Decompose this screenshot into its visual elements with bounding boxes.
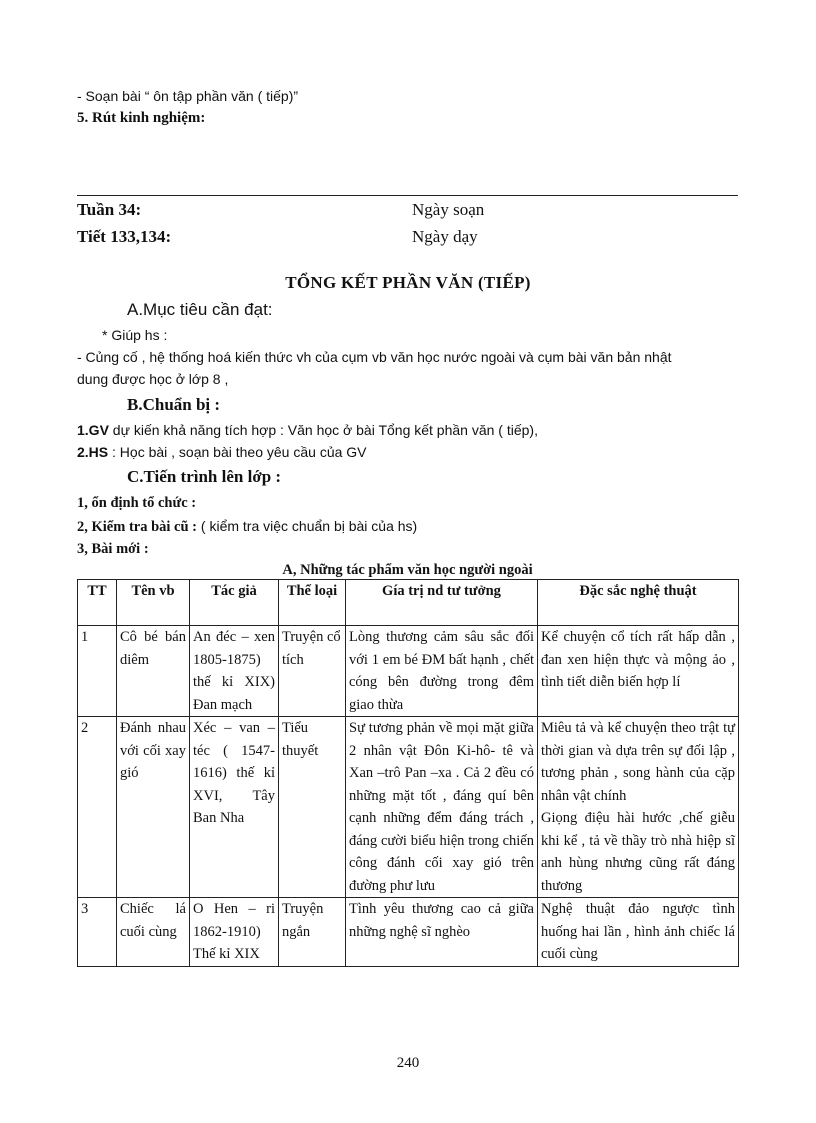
row-tt: 3 [78,898,117,967]
row-name: Đánh nhau với cối xay gió [117,717,190,898]
gv-label: 1.GV [77,422,109,438]
section-b-gv [77,420,538,440]
experience-heading: 5. Rút kinh nghiệm: [77,110,206,126]
section-a-body-1: - Củng cố , hệ thống hoá kiến thức vh của cụm vb văn học nước ngoài và cụm bài văn bản nhật [77,349,672,365]
hs-label: 2.HS [77,444,109,460]
section-a-help: * Giúp hs : [102,327,168,343]
row-art-part-1: Miêu tả và kể chuyện theo trật tự thời gian và dựa trên sự đối lập , tương phản , song hành của cặp nhân vật chính [541,720,735,804]
row-author: An đéc – xen 1805-1875) thế kỉ XIX) Đan mạch [190,626,279,717]
gv-text: dự kiến khả năng tích hợp : Văn học ở bài Tổng kết phần văn ( tiếp), [108,422,538,438]
header-genre: Thể loại [279,580,346,626]
row-tt: 2 [78,717,117,898]
section-b-hs [77,442,367,462]
teach-date-label: Ngày dạy [412,227,478,246]
header-content: Gía trị nd tư tưởng [346,580,538,626]
section-a-body-2: dung được học ở lớp 8 , [77,371,229,387]
row-art [538,717,739,898]
table-header-row [78,580,739,626]
row-tt: 1 [78,626,117,717]
row-art: Nghệ thuật đảo ngược tình huống hai lần , hình ảnh chiếc lá cuối cùng [538,898,739,967]
table-row [78,717,739,898]
section-b-heading: B.Chuẩn bị : [127,395,221,414]
row-genre: Truyện cổ tích [279,626,346,717]
header-author: Tác giả [190,580,279,626]
row-content: Lòng thương cảm sâu sắc đối với 1 em bé ĐM bất hạnh , chết cóng bên đường trong đêm giao thừa [346,626,538,717]
row-art: Kể chuyện cổ tích rất hấp dẫn , đan xen hiện thực và mộng ảo , tình tiết diễn biến hợp lí [538,626,739,717]
row-name: Chiếc lá cuối cùng [117,898,190,967]
header-tt: TT [78,580,117,626]
step-1: 1, ổn định tổ chức : [77,495,197,511]
row-name: Cô bé bán diêm [117,626,190,717]
prepare-date-label: Ngày soạn [412,200,485,219]
period-label: Tiết 133,134: [77,227,172,246]
row-genre: Truyện ngắn [279,898,346,967]
section-a-heading: A.Mục tiêu cần đạt: [127,300,273,319]
week-label: Tuần 34: [77,200,142,219]
hs-text: : Học bài , soạn bài theo yêu cầu của GV [108,444,367,460]
row-author: Xéc – van – téc ( 1547-1616) thế kỉ XVI, Tây Ban Nha [190,717,279,898]
row-content: Tình yêu thương cao cả giữa những nghệ sĩ nghèo [346,898,538,967]
page-number: 240 [396,1055,420,1071]
step-2-label: 2, Kiểm tra bài cũ : [77,519,198,535]
section-c-heading: C.Tiến trình lên lớp : [127,467,282,486]
step-2-text: ( kiểm tra việc chuẩn bị bài của hs) [197,518,418,534]
step-2 [77,516,417,537]
header-name: Tên vb [117,580,190,626]
row-author: O Hen – ri 1862-1910) Thế kỉ XIX [190,898,279,967]
row-genre: Tiểu thuyết [279,717,346,898]
row-content: Sự tương phản về mọi mặt giữa 2 nhân vật Đôn Ki-hô- tê và Xan –trô Pan –xa . Cả 2 đều có những mặt tốt , đáng quí bên cạnh những đểm đáng trách , đáng cười biểu hiện trong chiến công đánh cối xay gió trên đường phư lưu [346,717,538,898]
table-row [78,898,739,967]
table-row [78,626,739,717]
homework-line: - Soạn bài “ ôn tập phần văn ( tiếp)” [77,88,299,104]
page-title: TỔNG KẾT PHẦN VĂN (TIẾP) [285,273,531,292]
literature-table [77,579,739,967]
step-3: 3, Bài mới : [77,541,149,557]
divider [77,195,738,196]
header-art: Đặc sắc nghệ thuật [538,580,739,626]
row-art-part-2: Giọng điệu hài hước ,chế giễu khi kể , tả về thầy trò nhà hiệp sĩ anh hùng nhưng cũng rất đáng thương [541,810,735,894]
table-caption: A, Những tác phẩm văn học người ngoài [282,562,533,578]
